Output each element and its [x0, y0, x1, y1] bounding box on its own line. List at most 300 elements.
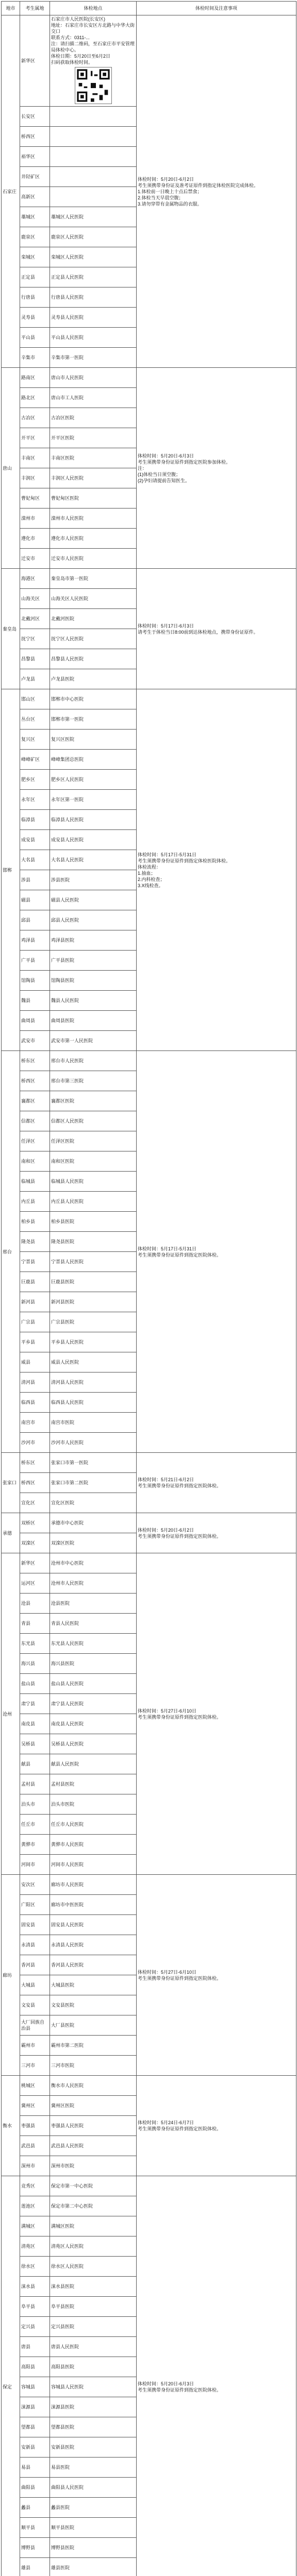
site-text: 永清县人民医院 [51, 1942, 84, 1947]
city-cell: 唐山 [2, 368, 20, 569]
site-text: 泊头市医院 [51, 1802, 74, 1807]
site-cell [50, 549, 137, 569]
site-cell [50, 2257, 137, 2277]
site-text: 平山县人民医院 [51, 335, 84, 340]
county-cell: 安新县 [20, 2437, 50, 2458]
county-cell: 永年区 [20, 790, 50, 810]
site-cell [50, 167, 137, 187]
site-cell [50, 810, 137, 830]
site-text: 魏县人民医院 [51, 998, 79, 1003]
site-cell [50, 1393, 137, 1413]
site-text: 双滦区医院 [51, 1540, 74, 1546]
site-text: 满城区医院 [51, 2224, 74, 2229]
county-cell: 高阳县 [20, 2357, 50, 2377]
site-text: 磁县人民医院 [51, 897, 79, 903]
county-cell: 成安县 [20, 830, 50, 850]
county-cell: 涉县 [20, 870, 50, 890]
county-cell: 复兴区 [20, 730, 50, 750]
site-text: 任丘市人民医院 [51, 1822, 84, 1827]
site-cell [50, 2518, 137, 2538]
site-text: 秦皇岛市第一医院 [51, 576, 88, 581]
exam-site-table [1, 1, 296, 2576]
county-cell: 大名县 [20, 850, 50, 870]
county-cell: 新华区 [20, 1553, 50, 1573]
county-cell: 清河县 [20, 1372, 50, 1393]
county-cell: 平乡县 [20, 1332, 50, 1352]
county-cell: 丰南区 [20, 448, 50, 468]
county-cell: 枣强县 [20, 2116, 50, 2136]
site-text: 内丘县人民医院 [51, 1199, 84, 1204]
site-cell [50, 1192, 137, 1212]
site-text: 南宫市医院 [51, 1420, 74, 1425]
county-cell: 广宗县 [20, 1312, 50, 1332]
notes-cell: 体检时间：5月20日-6月2日 考生须携带身份证原件到指定医院体检。 [137, 1513, 296, 1553]
site-cell [50, 2176, 137, 2196]
county-cell: 肃宁县 [20, 1694, 50, 1714]
site-text: 广宗县医院 [51, 1319, 74, 1325]
site-text: 安新县医院 [51, 2445, 74, 2450]
site-text: 青县人民医院 [51, 1621, 79, 1626]
site-cell [50, 509, 137, 529]
site-cell [50, 1674, 137, 1694]
site-cell [50, 388, 137, 408]
site-text: 唐山市人民医院 [51, 375, 84, 380]
site-text: 博野县医院 [51, 2545, 74, 2550]
site-text: 南和区医院 [51, 1159, 74, 1164]
site-cell [50, 709, 137, 730]
site-cell [50, 1774, 137, 1794]
site-text: 承德市中心医院 [51, 1520, 84, 1526]
county-cell: 魏县 [20, 991, 50, 1011]
site-text: 峰峰集团总医院 [51, 757, 84, 762]
county-cell: 磁县 [20, 890, 50, 910]
site-cell [50, 1111, 137, 1131]
county-cell: 南和区 [20, 1151, 50, 1172]
site-text: 徐水区人民医院 [51, 2264, 84, 2269]
county-cell: 新华区 [20, 15, 50, 107]
site-text: 清苑区人民医院 [51, 2244, 84, 2249]
site-text: 肃宁县人民医院 [51, 1701, 84, 1706]
city-cell: 张家口 [2, 1453, 20, 1513]
site-cell [50, 1272, 137, 1292]
site-cell [50, 2196, 137, 2216]
site-text: 北戴河医院 [51, 616, 74, 621]
notes-cell: 体检时间：5月20日-6月2日 考生须携带身份证及准考证原件到指定体检医院完成体检。 1.体检前一日晚上十点后禁食； 2.体检当天早晨空腹； 3.请勿穿带有金属物品的衣服。 [137, 15, 296, 368]
site-text: 唐县人民医院 [51, 2344, 79, 2349]
county-cell: 隆尧县 [20, 1232, 50, 1252]
site-text: 望都县医院 [51, 2425, 74, 2430]
site-text: 曹妃甸区医院 [51, 496, 79, 501]
county-cell: 开平区 [20, 428, 50, 448]
city-cell: 承德 [2, 1513, 20, 1553]
county-cell: 泊头市 [20, 1794, 50, 1815]
site-text: 临城县人民医院 [51, 1179, 84, 1184]
site-cell [50, 1212, 137, 1232]
county-cell: 曹妃甸区 [20, 488, 50, 509]
site-text: 吴桥县人民医院 [51, 1741, 84, 1747]
table-row [2, 2176, 296, 2196]
site-text: 枣强县人民医院 [51, 2123, 84, 2128]
county-cell: 雄县 [20, 2558, 50, 2576]
site-text: 襄都区医院 [51, 1098, 74, 1104]
county-cell: 孟村县 [20, 1774, 50, 1794]
site-cell [50, 2397, 137, 2417]
table-row [2, 569, 296, 589]
site-text: 蠡县医院 [51, 2505, 70, 2510]
site-text: 易县医院 [51, 2465, 70, 2470]
header-site: 体检地点 [50, 2, 137, 15]
table-row [2, 15, 296, 107]
site-cell [50, 689, 137, 709]
county-cell: 竞秀区 [20, 2176, 50, 2196]
site-text: 霸州市第二医院 [51, 2043, 84, 2048]
county-cell: 三河市 [20, 2056, 50, 2076]
table-body [2, 15, 296, 2576]
site-text: 永年区第一医院 [51, 797, 84, 802]
site-cell [50, 1594, 137, 1614]
site-cell [50, 2216, 137, 2236]
county-cell: 清苑区 [20, 2236, 50, 2257]
county-cell: 邱县 [20, 910, 50, 930]
county-cell: 沧县 [20, 1594, 50, 1614]
site-cell [50, 1694, 137, 1714]
county-cell: 双桥区 [20, 1513, 50, 1533]
site-text: 衡水市人民医院 [51, 2083, 84, 2088]
site-cell [50, 629, 137, 649]
county-cell: 鸡泽县 [20, 930, 50, 951]
county-cell: 信都区 [20, 1111, 50, 1131]
site-cell [50, 2498, 137, 2518]
site-cell [50, 1995, 137, 2015]
site-cell [50, 1955, 137, 1975]
site-text: 抚宁区人民医院 [51, 636, 84, 641]
county-cell: 顺平县 [20, 2518, 50, 2538]
site-cell [50, 1031, 137, 1051]
site-text: 正定县人民医院 [51, 275, 84, 280]
county-cell: 宣化区 [20, 1493, 50, 1513]
site-cell [50, 2136, 137, 2156]
site-text: 顺平县医院 [51, 2525, 74, 2530]
site-text: 邢台市人民医院 [51, 1058, 84, 1063]
site-text: 张家口市第二医院 [51, 1480, 88, 1485]
site-text: 保定市第一中心医院 [51, 2183, 93, 2189]
county-cell: 河间市 [20, 1855, 50, 1875]
county-cell: 桥西区 [20, 1071, 50, 1091]
notes-cell: 体检时间：5月27日-6月10日 考生须携带身份证原件到指定医院体检。 [137, 1553, 296, 1875]
site-text: 任泽区医院 [51, 1139, 74, 1144]
site-cell [50, 2458, 137, 2478]
county-cell: 辛集市 [20, 348, 50, 368]
county-cell: 深州市 [20, 2156, 50, 2176]
table-row [2, 689, 296, 709]
site-cell [50, 15, 137, 107]
county-cell: 柏乡县 [20, 1212, 50, 1232]
county-cell: 东光县 [20, 1634, 50, 1654]
county-cell: 大城县 [20, 1975, 50, 1995]
county-cell: 盐山县 [20, 1674, 50, 1694]
site-text: 三河市医院 [51, 2063, 74, 2068]
site-cell [50, 2437, 137, 2458]
site-cell [50, 2277, 137, 2297]
county-cell: 桥东区 [20, 1453, 50, 1473]
site-text: 武安市第一人民医院 [51, 1038, 93, 1043]
county-cell: 双滦区 [20, 1533, 50, 1553]
table-row [2, 1051, 296, 1071]
site-text: 山海关区人民医院 [51, 596, 88, 601]
county-cell: 安次区 [20, 1875, 50, 1895]
county-cell: 武安市 [20, 1031, 50, 1051]
county-cell: 蠡县 [20, 2498, 50, 2518]
notes-cell: 体检时间：5月27日-6月10日 考生须携带身份证原件到指定医院体检。 [137, 1875, 296, 2076]
county-cell: 望都县 [20, 2417, 50, 2437]
site-cell [50, 1493, 137, 1513]
county-cell: 青县 [20, 1614, 50, 1634]
site-cell [50, 1011, 137, 1031]
county-cell: 曲周县 [20, 1011, 50, 1031]
site-cell [50, 770, 137, 790]
site-cell [50, 147, 137, 167]
site-text: 献县人民医院 [51, 1761, 79, 1767]
county-cell: 肥乡区 [20, 770, 50, 790]
county-cell: 霸州市 [20, 2036, 50, 2056]
site-cell [50, 2377, 137, 2397]
site-cell [50, 328, 137, 348]
county-cell: 黄骅市 [20, 1835, 50, 1855]
county-cell: 井陉矿区 [20, 167, 50, 187]
site-cell [50, 1533, 137, 1553]
site-text: 丰南区医院 [51, 455, 74, 461]
site-text: 临漳县人民医院 [51, 817, 84, 822]
county-cell: 桥西区 [20, 1473, 50, 1493]
site-text: 丰润区人民医院 [51, 476, 84, 481]
site-text: 新河县医院 [51, 1299, 74, 1304]
site-cell [50, 2297, 137, 2317]
notes-cell: 体检时间：5月17日-6月3日 请考生于体检当日8:00前到达体检地点，携带身份证原件。 [137, 569, 296, 689]
site-text: 栾城区人民医院 [51, 255, 84, 260]
site-text: 深州市医院 [51, 2163, 74, 2168]
site-cell [50, 870, 137, 890]
county-cell: 海港区 [20, 569, 50, 589]
site-text: 张家口市第一医院 [51, 1460, 88, 1465]
site-text: 邢台市第三医院 [51, 1078, 84, 1083]
county-cell: 峰峰矿区 [20, 750, 50, 770]
county-cell: 裕华区 [20, 147, 50, 167]
county-cell: 邯山区 [20, 689, 50, 709]
site-cell [50, 609, 137, 629]
site-text: 广平县医院 [51, 958, 74, 963]
county-cell: 桥西区 [20, 127, 50, 147]
site-cell [50, 1453, 137, 1473]
county-cell: 威县 [20, 1352, 50, 1372]
county-cell: 南皮县 [20, 1714, 50, 1734]
site-cell [50, 2337, 137, 2357]
county-cell: 鹿泉区 [20, 227, 50, 247]
table-row [2, 1875, 296, 1895]
site-cell [50, 1252, 137, 1272]
site-text: 成安县人民医院 [51, 837, 84, 842]
county-cell: 献县 [20, 1754, 50, 1774]
site-cell [50, 1794, 137, 1815]
county-cell: 固安县 [20, 1915, 50, 1935]
county-cell: 运河区 [20, 1573, 50, 1594]
site-cell [50, 850, 137, 870]
site-cell [50, 488, 137, 509]
site-text: 沧州市人民医院 [51, 1581, 84, 1586]
notes-cell: 体检时间：5月17日-5月31日 考生须携带身份证原件到指定医院体检。 [137, 1051, 296, 1453]
site-cell [50, 468, 137, 488]
county-cell: 冀州区 [20, 2096, 50, 2116]
site-cell [50, 790, 137, 810]
site-text: 卢龙县医院 [51, 676, 74, 682]
site-text: 复兴区医院 [51, 737, 74, 742]
site-cell [50, 2116, 137, 2136]
city-cell: 沧州 [2, 1553, 20, 1875]
site-text: 古冶区医院 [51, 415, 74, 420]
site-text: 香河县人民医院 [51, 1962, 84, 1968]
site-cell [50, 2357, 137, 2377]
county-cell: 莲池区 [20, 2196, 50, 2216]
city-cell: 衡水 [2, 2076, 20, 2176]
site-text: 涞源县医院 [51, 2404, 74, 2410]
site-cell [50, 569, 137, 589]
site-cell [50, 750, 137, 770]
site-text: 大名县人民医院 [51, 857, 84, 862]
site-cell [50, 308, 137, 328]
site-cell [50, 2417, 137, 2437]
site-cell [50, 951, 137, 971]
site-cell [50, 448, 137, 468]
site-cell [50, 368, 137, 388]
site-cell [50, 207, 137, 227]
county-cell: 抚宁区 [20, 629, 50, 649]
site-cell [50, 428, 137, 448]
site-cell [50, 1071, 137, 1091]
county-cell: 昌黎县 [20, 649, 50, 669]
county-cell: 滦州市 [20, 509, 50, 529]
site-cell [50, 1614, 137, 1634]
county-cell: 馆陶县 [20, 971, 50, 991]
site-cell [50, 227, 137, 247]
city-cell: 保定 [2, 2176, 20, 2576]
site-text: 清河县人民医院 [51, 1380, 84, 1385]
county-cell: 广阳区 [20, 1895, 50, 1915]
county-cell: 唐县 [20, 2337, 50, 2357]
county-cell: 任丘市 [20, 1815, 50, 1835]
county-cell: 大厂回族自治县 [20, 2015, 50, 2036]
site-cell [50, 2317, 137, 2337]
county-cell: 遵化市 [20, 529, 50, 549]
site-cell [50, 1513, 137, 1533]
site-cell [50, 1172, 137, 1192]
site-cell [50, 1634, 137, 1654]
county-cell: 香河县 [20, 1955, 50, 1975]
county-cell: 博野县 [20, 2538, 50, 2558]
site-text: 涞水县医院 [51, 2284, 74, 2289]
county-cell: 海兴县 [20, 1654, 50, 1674]
site-cell [50, 910, 137, 930]
site-cell [50, 1915, 137, 1935]
site-text: 东光县人民医院 [51, 1641, 84, 1646]
site-cell [50, 2036, 137, 2056]
site-text: 海兴县医院 [51, 1661, 74, 1666]
site-text: 辛集市第一医院 [51, 355, 84, 360]
table-row [2, 1513, 296, 1533]
county-cell: 阜平县 [20, 2297, 50, 2317]
county-cell: 长安区 [20, 107, 50, 127]
site-text: 馆陶县医院 [51, 978, 74, 983]
notes-cell: 体检时间：5月17日-5月31日 考生须携带身份证原件到指定体检医院体检。 体检流程： 1.抽血； 2.内科检查； 3.X线检查。 [137, 689, 296, 1051]
site-text: 保定市第二中心医院 [51, 2204, 93, 2209]
county-cell: 广平县 [20, 951, 50, 971]
site-text: 廊坊市人民医院 [51, 1882, 84, 1887]
site-cell [50, 730, 137, 750]
county-cell: 涞源县 [20, 2397, 50, 2417]
site-text: 灵寿县人民医院 [51, 315, 84, 320]
site-cell [50, 107, 137, 127]
site-cell [50, 2478, 137, 2498]
county-cell: 高新区 [20, 187, 50, 207]
site-text: 迁安市人民医院 [51, 556, 84, 561]
county-cell: 临西县 [20, 1393, 50, 1413]
site-cell [50, 1815, 137, 1835]
site-cell [50, 991, 137, 1011]
county-cell: 古冶区 [20, 408, 50, 428]
site-cell [50, 529, 137, 549]
site-text: 廊坊市中医医院 [51, 1902, 84, 1907]
site-text: 冀州区医院 [51, 2103, 74, 2108]
site-text: 昌黎县人民医院 [51, 656, 84, 662]
table-row [2, 1553, 296, 1573]
site-cell [50, 1051, 137, 1071]
site-text: 石家庄市人民医院(长安区) 地址：石家庄市长安区方北路与中华大街交口 联系方式：0311-... 注：请扫描二维码，至石家庄市平安管理局体检中心。 体检日期：5月20日至6月2日 扫码获取体检时间。 [51, 16, 135, 65]
site-cell [50, 2236, 137, 2257]
site-cell [50, 1734, 137, 1754]
notes-cell: 体检时间：5月24日-6月7日 考生须携带身份证原件到指定医院体检。 [137, 2076, 296, 2176]
county-cell: 容城县 [20, 2377, 50, 2397]
site-text: 孟村县医院 [51, 1782, 74, 1787]
site-cell [50, 1714, 137, 1734]
county-cell: 丰润区 [20, 468, 50, 488]
site-cell [50, 348, 137, 368]
site-text: 河间市人民医院 [51, 1862, 84, 1867]
table-row [2, 1453, 296, 1473]
site-cell [50, 1895, 137, 1915]
county-cell: 平山县 [20, 328, 50, 348]
site-cell [50, 830, 137, 850]
site-text: 黄骅市人民医院 [51, 1842, 84, 1847]
county-cell: 文安县 [20, 1995, 50, 2015]
site-cell [50, 127, 137, 147]
site-text: 隆尧县医院 [51, 1239, 74, 1244]
county-cell: 北戴河区 [20, 609, 50, 629]
qr-code-icon [75, 67, 112, 104]
site-cell [50, 247, 137, 267]
city-cell: 秦皇岛 [2, 569, 20, 689]
site-cell [50, 2096, 137, 2116]
county-cell: 武邑县 [20, 2136, 50, 2156]
site-cell [50, 1855, 137, 1875]
site-cell [50, 1413, 137, 1433]
site-text: 定兴县医院 [51, 2324, 74, 2329]
site-cell [50, 589, 137, 609]
site-text: 遵化市人民医院 [51, 536, 84, 541]
site-cell [50, 1352, 137, 1372]
site-cell [50, 1312, 137, 1332]
county-cell: 正定县 [20, 267, 50, 287]
county-cell: 栾城区 [20, 247, 50, 267]
site-cell [50, 2076, 137, 2096]
county-cell: 丛台区 [20, 709, 50, 730]
